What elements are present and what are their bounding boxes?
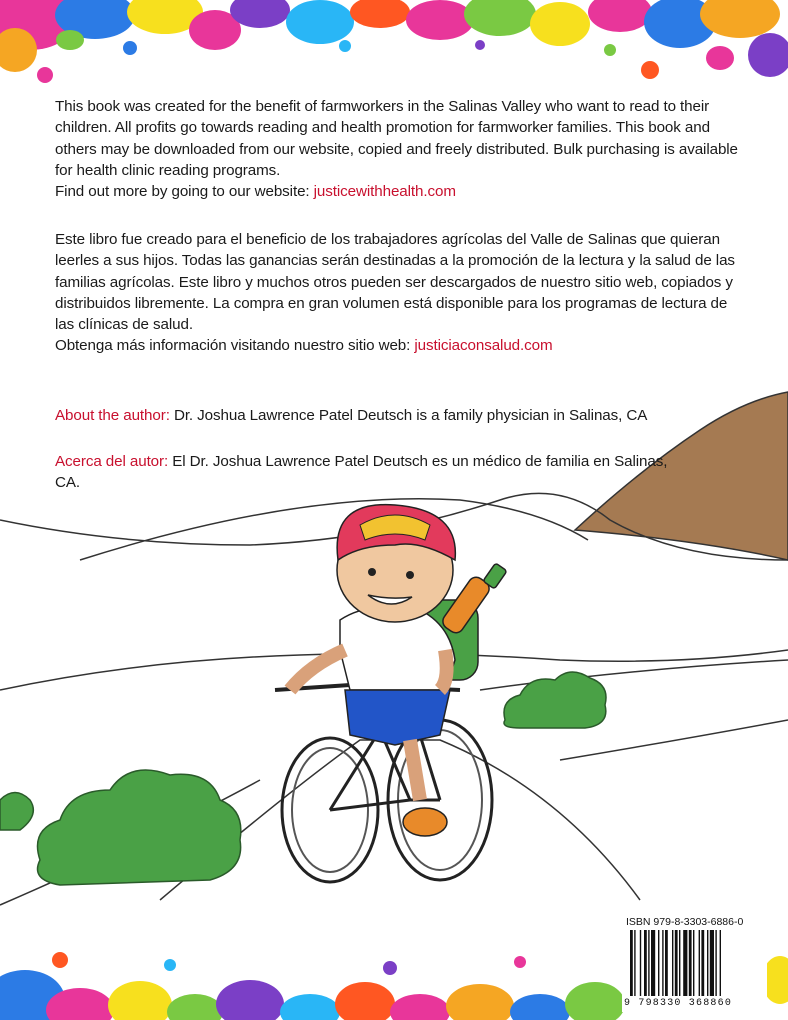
barcode-bar bbox=[699, 930, 700, 996]
hill-line bbox=[80, 499, 588, 560]
about-author-text: Dr. Joshua Lawrence Patel Deutsch is a family physician in Salinas, CA bbox=[169, 407, 648, 424]
barcode-bar bbox=[707, 930, 708, 996]
acerca-autor-label: Acerca del autor: bbox=[55, 453, 169, 470]
barcode-bar bbox=[634, 930, 635, 996]
barcode-bar bbox=[683, 930, 687, 996]
paint-splatter-top bbox=[0, 0, 788, 83]
barcode-digits: 9 798330 368860 bbox=[624, 998, 733, 1009]
barcode-bar bbox=[672, 930, 673, 996]
barcode-bar bbox=[640, 930, 641, 996]
about-author-spanish bbox=[55, 451, 695, 494]
about-author-english bbox=[55, 405, 745, 426]
barcode-bar bbox=[658, 930, 659, 996]
barcode-bar bbox=[720, 930, 721, 996]
barcode-bar bbox=[648, 930, 649, 996]
spanish-description bbox=[55, 229, 745, 357]
acerca-autor-text: El Dr. Joshua Lawrence Patel Deutsch es un médico de familia en Salinas, CA. bbox=[55, 453, 668, 492]
barcode-bars bbox=[622, 930, 767, 998]
bush bbox=[504, 672, 606, 728]
english-website-prompt: Find out more by going to our website: bbox=[55, 183, 314, 201]
barcode-bar bbox=[693, 930, 694, 996]
boy-on-bike bbox=[290, 505, 455, 836]
barcode-bar bbox=[630, 930, 633, 996]
english-description bbox=[55, 96, 745, 202]
barcode-bar bbox=[651, 930, 655, 996]
barcode-bar bbox=[675, 930, 678, 996]
bush bbox=[38, 770, 241, 885]
bush bbox=[0, 793, 33, 831]
spanish-website-link[interactable]: justiciaconsalud.com bbox=[414, 337, 553, 355]
barcode-bar bbox=[715, 930, 716, 996]
barcode-bar bbox=[701, 930, 704, 996]
barcode-bar bbox=[662, 930, 663, 996]
spanish-body: Este libro fue creado para el beneficio de los trabajadores agrícolas del Valle de Salinas que quieran leerles a sus hijos. Todas las ganancias serán destinadas a la promoción de la lectura y la salud de las familias agrícolas. Este libro y muchos otros pueden ser descargados de nuestro sitio web, copiados y distribuidos libremente. La compra en gran volumen está disponible para los programas de lectura de las clínicas de salud. bbox=[55, 231, 735, 334]
english-website-link[interactable]: justicewithhealth.com bbox=[313, 183, 456, 201]
barcode-bar bbox=[710, 930, 714, 996]
barcode-bar bbox=[679, 930, 680, 996]
barcode-bar bbox=[644, 930, 647, 996]
isbn-number: ISBN 979-8-3303-6886-0 bbox=[626, 916, 744, 928]
barcode-bar bbox=[665, 930, 668, 996]
about-author-label: About the author: bbox=[55, 407, 170, 424]
english-body: This book was created for the benefit of farmworkers in the Salinas Valley who want to read to their children. All profits go towards reading and health promotion for farmworker families. This book and others may be downloaded from our website, copied and freely distributed. Bulk purchasing is available for health clinic reading programs. bbox=[55, 98, 738, 179]
barcode-bar bbox=[689, 930, 692, 996]
isbn-barcode bbox=[622, 914, 767, 1012]
spanish-website-prompt: Obtenga más información visitando nuestro sitio web: bbox=[55, 337, 415, 355]
